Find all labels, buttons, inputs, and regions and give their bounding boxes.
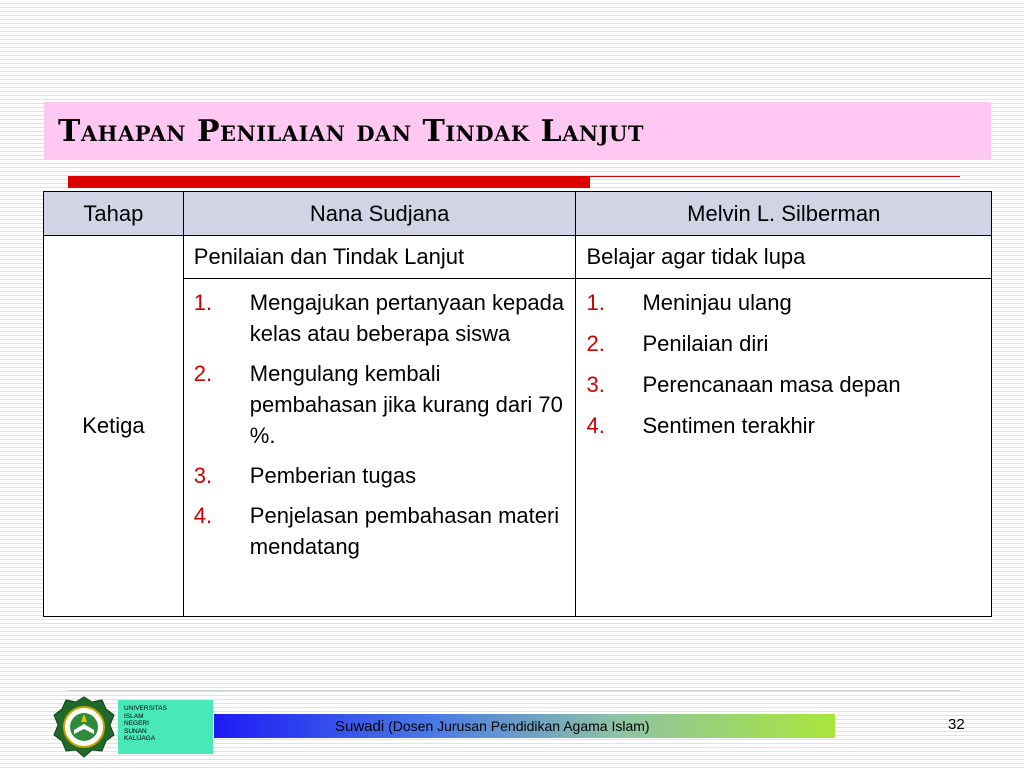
university-name-box (118, 700, 213, 754)
slide-title: Tahapan Penilaian dan Tindak Lanjut (58, 114, 644, 149)
list-number: 1. (586, 290, 605, 315)
header-tahap: Tahap (44, 192, 184, 236)
list-item (194, 460, 566, 491)
footer-affiliation: (Dosen Jurusan Pendidikan Agama Islam) (384, 718, 650, 734)
list-number: 2. (586, 331, 605, 356)
university-name: UNIVERSITAS ISLAM NEGERI SUNAN KALIJAGA (124, 705, 167, 742)
list-item (194, 287, 566, 349)
list-number: 4. (193, 503, 213, 528)
assessment-table (43, 191, 992, 617)
list-text: Mengajukan pertanyaan kepada kelas atau beberapa siswa (249, 290, 565, 346)
list-item (586, 369, 981, 400)
header-nana-sudjana: Nana Sudjana (183, 192, 576, 236)
header-melvin-silberman: Melvin L. Silberman (576, 192, 992, 236)
list-text: Mengulang kembali pembahasan jika kurang dari 70 %. (249, 361, 563, 448)
title-underline-bar (68, 176, 590, 188)
list-number: 1. (193, 290, 213, 315)
table-subheader-row (44, 236, 992, 279)
list-text: Pemberian tugas (249, 463, 417, 488)
list-text: Penilaian diri (642, 331, 769, 356)
stage-cell: Ketiga (44, 236, 184, 617)
nana-list (194, 287, 566, 562)
melvin-list (586, 287, 981, 441)
list-item (194, 358, 566, 451)
list-number: 4. (586, 413, 605, 438)
footer-divider (68, 690, 960, 691)
list-text: Sentimen terakhir (642, 413, 815, 438)
nana-list-cell (183, 279, 576, 617)
nana-subheader: Penilaian dan Tindak Lanjut (183, 236, 576, 279)
list-number: 2. (193, 361, 213, 386)
table-header-row (44, 192, 992, 236)
melvin-subheader: Belajar agar tidak lupa (576, 236, 992, 279)
list-text: Meninjau ulang (642, 290, 792, 315)
list-item (194, 500, 566, 562)
page-number: 32 (948, 716, 965, 733)
list-item (586, 328, 981, 359)
list-number: 3. (586, 372, 605, 397)
list-number: 3. (193, 463, 213, 488)
list-item (586, 410, 981, 441)
footer-author: Suwadi (335, 718, 385, 735)
footer-credit (335, 718, 650, 735)
list-text: Penjelasan pembahasan materi mendatang (249, 503, 560, 559)
title-band (44, 102, 991, 160)
university-logo-icon (52, 696, 116, 758)
list-item (586, 287, 981, 318)
list-text: Perencanaan masa depan (642, 372, 901, 397)
table-row (44, 279, 992, 617)
title-underline-rule (590, 176, 960, 177)
melvin-list-cell (576, 279, 992, 617)
